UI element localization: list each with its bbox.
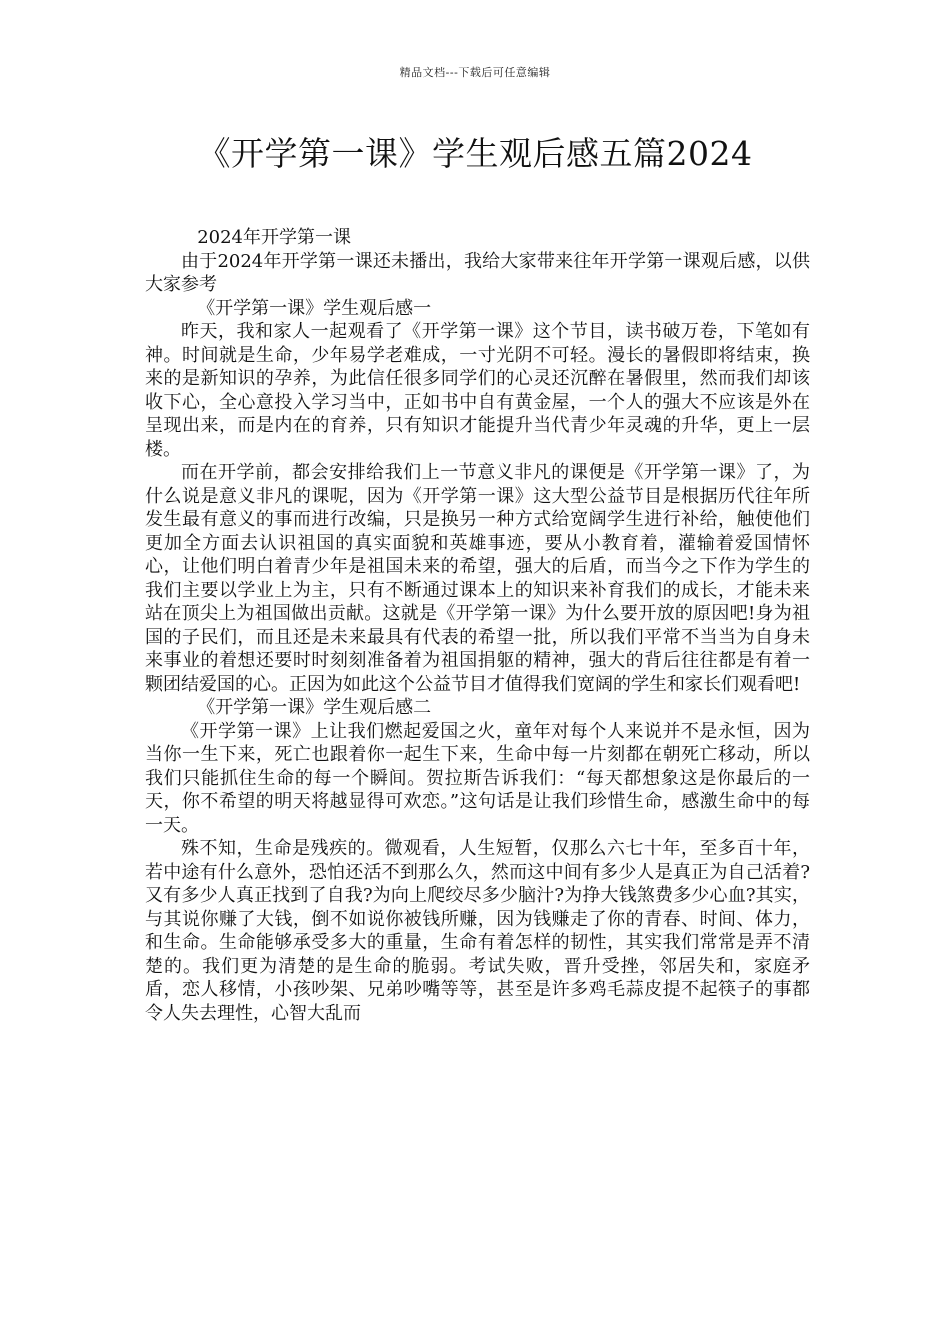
body-paragraph: 《开学第一课》上让我们燃起爱国之火，童年对每个人来说并不是永恒，因为当你一生下来，死亡也跟着你一起生下来，生命中每一片刻都在朝死亡移动，所以我们只能抓住生命的每一个瞬间。贺拉斯告诉我们：“每天都想象这是你最后的一天，你不希望的明天将越显得可欢恋。”这句话是让我们珍惜生命，感激生命中的每一天。 xyxy=(145,720,810,836)
section-heading: 2024年开学第一课 xyxy=(197,227,351,248)
body-paragraph: 殊不知，生命是残疾的。微观看，人生短暂，仅那么六七十年，至多百十年，若中途有什么意外，恐怕还活不到那么久，然而这中间有多少人是真正为自己活着?又有多少人真正找到了自我?为向上爬绞尽多少脑汁?为挣大钱煞费多少心血?其实，与其说你赚了大钱，倒不如说你被钱所赚，因为钱赚走了你的青春、时间、体力，和生命。生命能够承受多大的重量，生命有着怎样的韧性，其实我们常常是弄不清楚的。我们更为清楚的是生命的脆弱。考试失败，晋升受挫，邻居失和，家庭矛盾，恋人移情，小孩吵架、兄弟吵嘴等等，甚至是许多鸡毛蒜皮提不起筷子的事都令人失去理性，心智大乱而 xyxy=(145,838,810,1024)
document-body xyxy=(145,226,810,1025)
header-note: 精品文档---下载后可任意编辑 xyxy=(399,66,551,79)
document-title: 《开学第一课》学生观后感五篇2024 xyxy=(197,134,753,173)
section-heading: 《开学第一课》学生观后感二 xyxy=(197,697,432,718)
body-paragraph: 由于2024年开学第一课还未播出，我给大家带来往年开学第一课观后感，以供大家参考 xyxy=(145,250,810,295)
body-paragraph: 而在开学前，都会安排给我们上一节意义非凡的课便是《开学第一课》了，为什么说是意义非凡的课呢，因为《开学第一课》这大型公益节目是根据历代往年所发生最有意义的事而进行改编，只是换另一种方式给宽阔学生进行补给，触使他们更加全方面去认识祖国的真实面貌和英雄事迹，要从小教育着，灌输着爱国情怀心，让他们明白着青少年是祖国未来的希望，强大的后盾，而当今之下作为学生的我们主要以学业上为主，只有不断通过课本上的知识来补育我们的成长，才能未来站在顶尖上为祖国做出贡献。这就是《开学第一课》为什么要开放的原因吧!身为祖国的子民们，而且还是未来最具有代表的希望一批，所以我们平常不当当为自身未来事业的着想还要时时刻刻准备着为祖国捐躯的精神，强大的背后往往都是有着一颗团结爱国的心。正因为如此这个公益节目才值得我们宽阔的学生和家长们观看吧! xyxy=(145,462,810,695)
body-paragraph: 昨天，我和家人一起观看了《开学第一课》这个节目，读书破万卷，下笔如有神。时间就是生命，少年易学老难成，一寸光阴不可轻。漫长的暑假即将结束，换来的是新知识的孕养，为此信任很多同学们的心灵还沉醉在暑假里，然而我们却该收下心，全心意投入学习当中，正如书中自有黄金屋，一个人的强大不应该是外在呈现出来，而是内在的育养，只有知识才能提升当代青少年灵魂的升华，更上一层楼。 xyxy=(145,321,810,460)
section-heading: 《开学第一课》学生观后感一 xyxy=(197,297,432,319)
